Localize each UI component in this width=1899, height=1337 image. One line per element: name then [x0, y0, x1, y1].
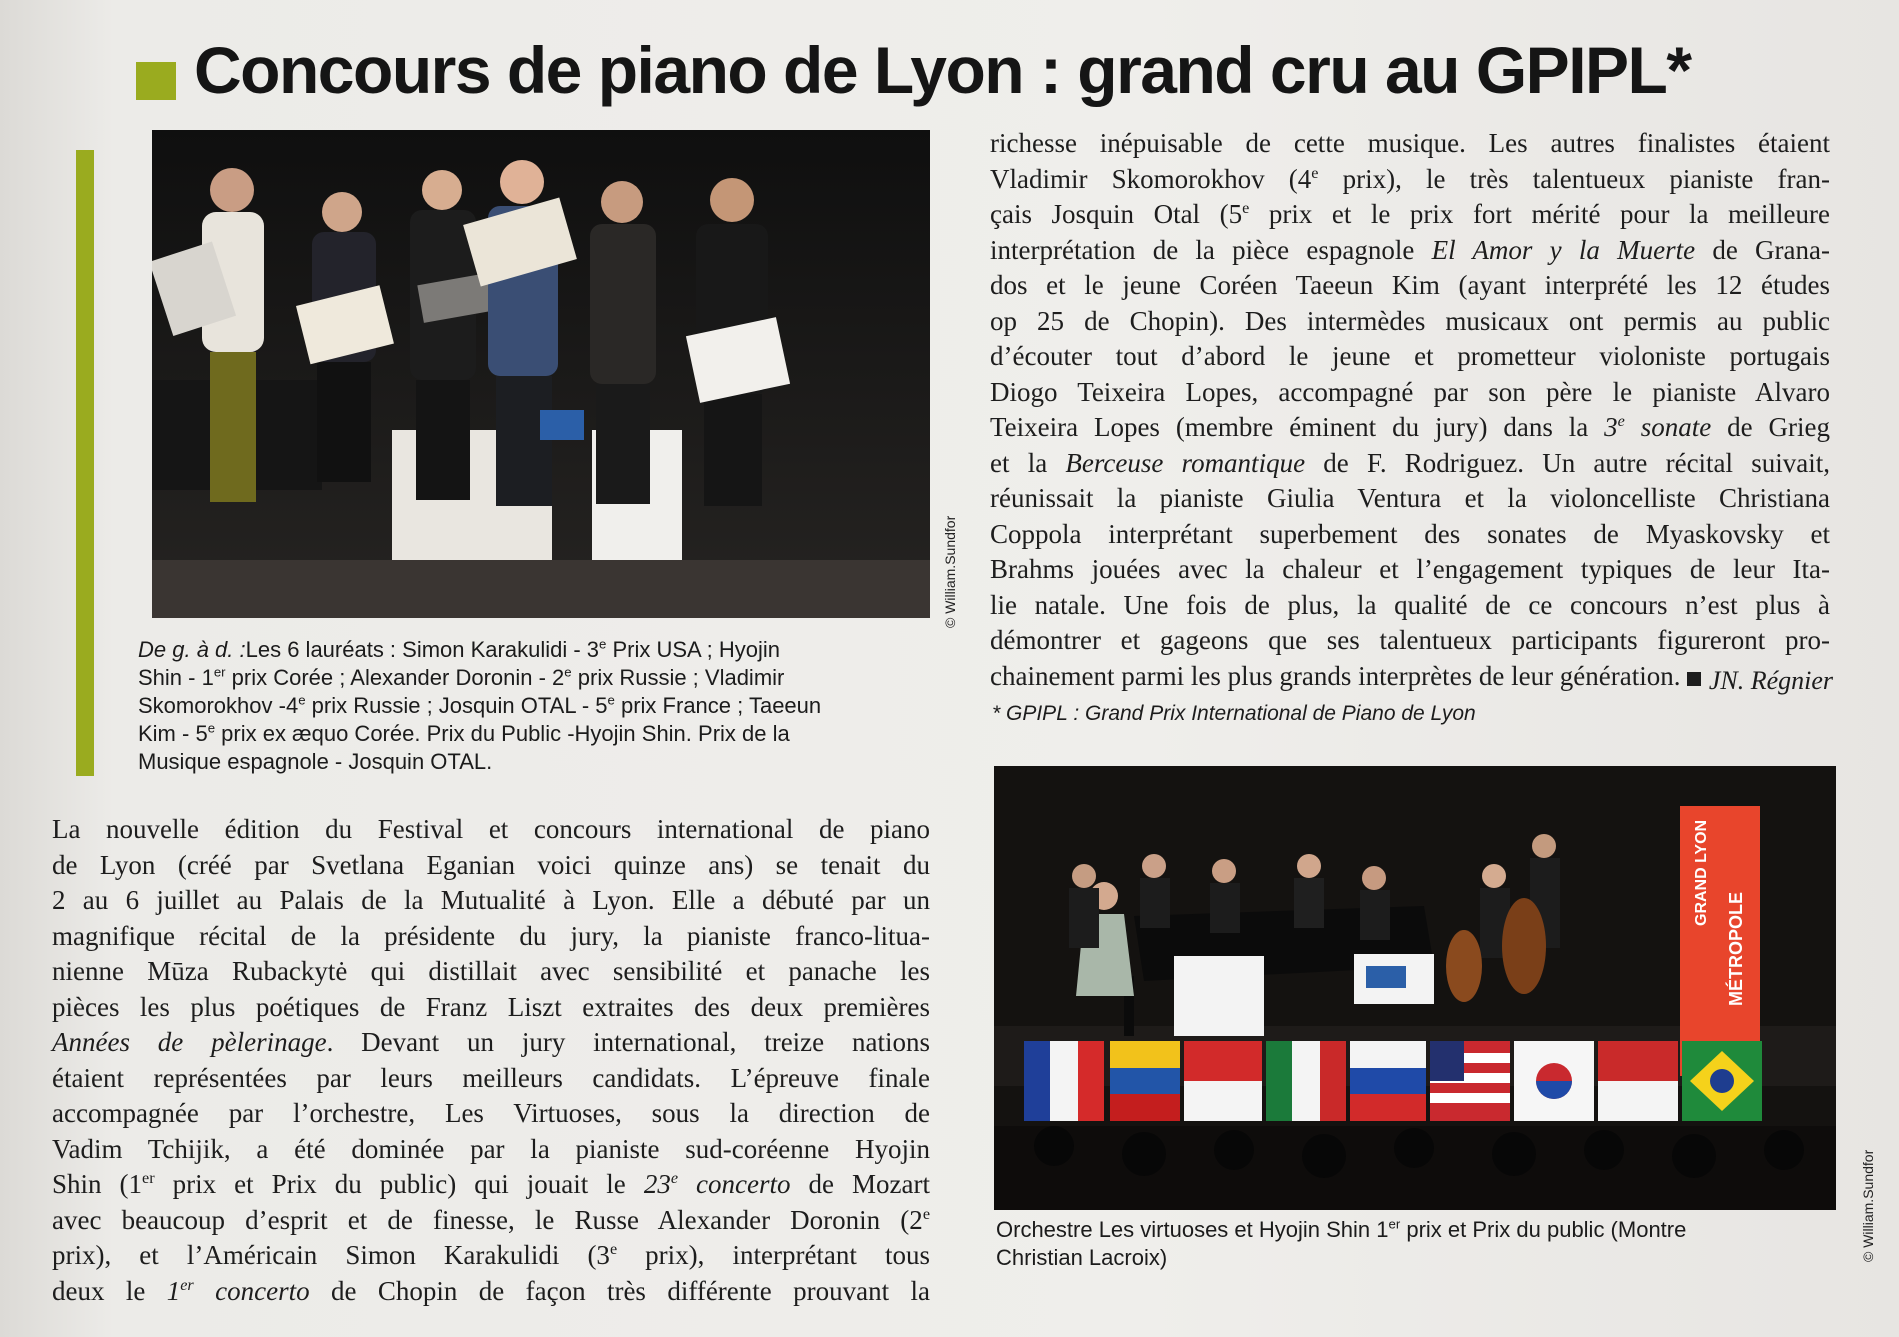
text-line: richesse inépuisable de cette musique. Les autres finalistes étaient [990, 128, 1830, 158]
orchestra-caption: Orchestre Les virtuoses et Hyojin Shin 1er prix et Prix du public (Montre Christian Lacroix) [996, 1216, 1687, 1270]
text-line: Diogo Teixeira Lopes, accompagné par son père le pianiste Alvaro [990, 376, 1830, 407]
text-line: réunissait la pianiste Giulia Ventura et la violoncelliste Christiana [990, 483, 1830, 513]
text-line: Teixeira Lopes (membre éminent du jury) dans la 3e sonate de Grieg [990, 412, 1830, 442]
text-line: Shin (1er prix et Prix du public) qui jouait le 23e concerto de Mozart [52, 1169, 931, 1199]
text-line: magnifique récital de la présidente du jury, la pianiste franco-litua- [52, 920, 930, 951]
text-line: Vadim Tchijik, a été dominée par la pianiste sud-coréenne Hyojin [52, 1133, 930, 1164]
text-line: dos et le jeune Coréen Taeeun Kim (ayant interprété les 12 études [990, 270, 1830, 300]
text-line: nienne Mūza Rubackytė qui distillait avec sensibilité et panache les [52, 956, 930, 986]
laureates-photo-illustration [152, 130, 930, 618]
text-line: interprétation de la pièce espagnole El Amor y la Muerte de Grana- [990, 234, 1830, 265]
article-body-left [52, 812, 930, 1309]
banner-text-metropole: MÉTROPOLE [1726, 891, 1746, 1006]
metropole-banner [1680, 806, 1760, 1076]
end-of-article-square [1687, 672, 1701, 686]
text-line: Brahms jouées avec la chaleur et l’engagement typiques de leur Ita- [990, 554, 1830, 584]
text-line: chainement parmi les plus grands interprètes de leur génération. [990, 659, 1830, 695]
article-body-right [990, 126, 1830, 694]
text-line: Années de pèlerinage. Devant un jury international, treize nations [52, 1027, 930, 1057]
text-line: avec beaucoup d’esprit et de finesse, le Russe Alexander Doronin (2e [52, 1204, 930, 1235]
laureates-photo [152, 130, 930, 618]
text-line: accompagnée par l’orchestre, Les Virtuoses, sous la direction de [52, 1098, 930, 1128]
text-line: prix), et l’Américain Simon Karakulidi (3e prix), interprétant tous [52, 1240, 930, 1270]
article-title: Concours de piano de Lyon : grand cru au GPIPL* [194, 33, 1691, 107]
footnote: * GPIPL : Grand Prix International de Piano de Lyon [992, 702, 1476, 725]
text-line: deux le 1er concerto de Chopin de façon très différente prouvant la [52, 1275, 930, 1306]
title-square-marker [136, 62, 176, 100]
text-line: démontrer et gageons que ses talentueux participants figureront pro- [990, 625, 1830, 655]
author-signature: JN. Régnier [1708, 666, 1833, 695]
text-line: de Lyon (créé par Svetlana Eganian voici quinze ans) se tenait du [52, 849, 930, 880]
text-line: et la Berceuse romantique de F. Rodriguez. Un autre récital suivait, [990, 447, 1830, 478]
text-line: Coppola interprétant superbement des sonates de Myaskovsky et [990, 518, 1830, 549]
text-line: Vladimir Skomorokhov (4e prix), le très talentueux pianiste fran- [990, 163, 1830, 194]
caption-accent-bar [76, 150, 94, 776]
photo-credit: © William.Sundfor [942, 515, 958, 628]
photo-credit: © William.Sundfor [1860, 1149, 1876, 1262]
laureates-caption: De g. à d. :Les 6 lauréats : Simon Karakulidi - 3e Prix USA ; Hyojin Shin - 1er prix Corée ; Alexander Doronin - 2e prix Russie ; Vladimir Skomorokhov -4e prix Russie ; Josquin OTAL - 5e prix France ; Taeeun Kim - 5e prix ex æquo Corée. Prix du Public -Hyojin Shin. Prix de la Musique espagnole - Josquin OTAL. [138, 636, 822, 774]
text-line: d’écouter tout d’abord le jeune et prometteur violoniste portugais [990, 341, 1830, 371]
text-line: étaient représentées par leurs meilleurs candidats. L’épreuve finale [52, 1062, 930, 1093]
text-line: 2 au 6 juillet au Palais de la Mutualité à Lyon. Elle a débuté par un [52, 885, 930, 915]
orchestra-photo [994, 766, 1836, 1210]
orchestra-photo-illustration [994, 766, 1836, 1210]
text-line: La nouvelle édition du Festival et concours international de piano [52, 814, 930, 844]
text-line: op 25 de Chopin). Des intermèdes musicaux ont permis au public [990, 305, 1830, 336]
text-line: çais Josquin Otal (5e prix et le prix fort mérité pour la meilleure [990, 199, 1830, 229]
text-line: lie natale. Une fois de plus, la qualité de ce concours n’est plus à [990, 589, 1830, 620]
banner-text-grand-lyon: GRAND LYON [1693, 819, 1710, 926]
text-line: pièces les plus poétiques de Franz Liszt extraites des deux premières [52, 991, 930, 1022]
